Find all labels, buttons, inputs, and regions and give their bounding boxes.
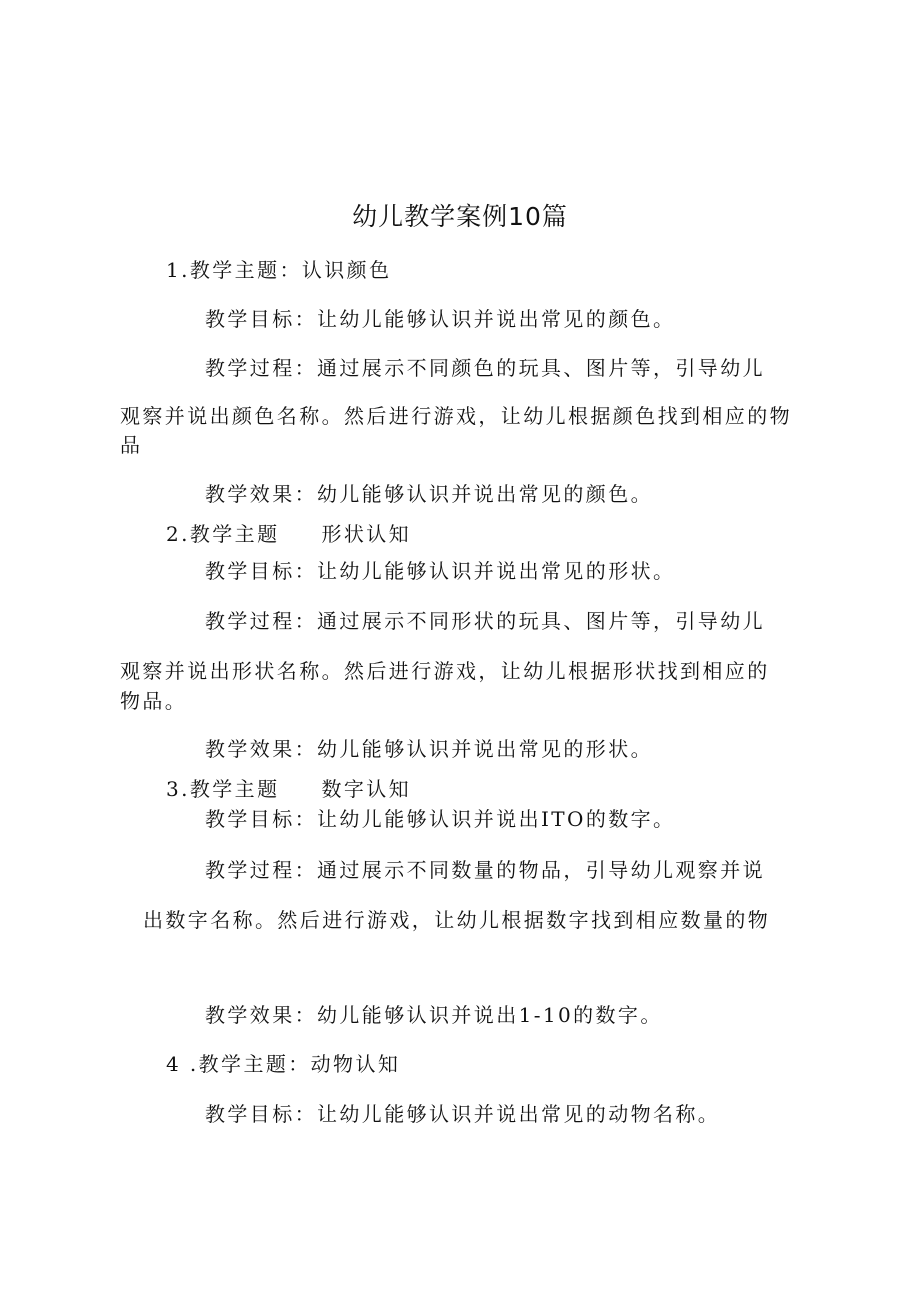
section-2-process-line-3: 物品。 bbox=[120, 689, 188, 713]
section-2-heading-prefix: 2.教学主题 bbox=[166, 522, 280, 546]
section-3-heading-prefix: 3.教学主题 bbox=[166, 777, 280, 801]
section-1-process-line-2: 观察并说出颜色名称。然后进行游戏，让幼儿根据颜色找到相应的物 bbox=[120, 404, 792, 428]
section-3-goal: 教学目标：让幼儿能够认识并说出ITO的数字。 bbox=[205, 807, 676, 831]
section-3-heading-topic: 数字认知 bbox=[321, 777, 412, 801]
section-2-process-line-2: 观察并说出形状名称。然后进行游戏，让幼儿根据形状找到相应的 bbox=[120, 659, 770, 683]
section-2-heading-topic: 形状认知 bbox=[321, 522, 412, 546]
section-4-goal: 教学目标：让幼儿能够认识并说出常见的动物名称。 bbox=[205, 1102, 721, 1126]
section-1-heading: 1.教学主题：认识颜色 bbox=[166, 258, 392, 282]
section-3-process-line-1: 教学过程：通过展示不同数量的物品，引导幼儿观察并说 bbox=[205, 858, 765, 882]
section-3-heading bbox=[166, 776, 411, 802]
section-1-process-line-3: 品 bbox=[120, 433, 143, 457]
section-1-effect: 教学效果：幼儿能够认识并说出常见的颜色。 bbox=[205, 482, 653, 506]
section-3-process-line-2: 出数字名称。然后进行游戏，让幼儿根据数字找到相应数量的物 bbox=[143, 908, 771, 932]
section-3-effect: 教学效果：幼儿能够认识并说出1-10的数字。 bbox=[205, 1003, 663, 1027]
section-4-heading: 4 .教学主题：动物认知 bbox=[166, 1052, 401, 1076]
section-1-process-line-1: 教学过程：通过展示不同颜色的玩具、图片等，引导幼儿 bbox=[205, 356, 765, 380]
section-1-goal: 教学目标：让幼儿能够认识并说出常见的颜色。 bbox=[205, 307, 676, 331]
document-title: 幼儿教学案例10篇 bbox=[352, 202, 568, 231]
section-2-goal: 教学目标：让幼儿能够认识并说出常见的形状。 bbox=[205, 559, 676, 583]
section-2-heading bbox=[166, 521, 411, 547]
section-2-process-line-1: 教学过程：通过展示不同形状的玩具、图片等，引导幼儿 bbox=[205, 609, 765, 633]
section-2-effect: 教学效果：幼儿能够认识并说出常见的形状。 bbox=[205, 737, 653, 761]
